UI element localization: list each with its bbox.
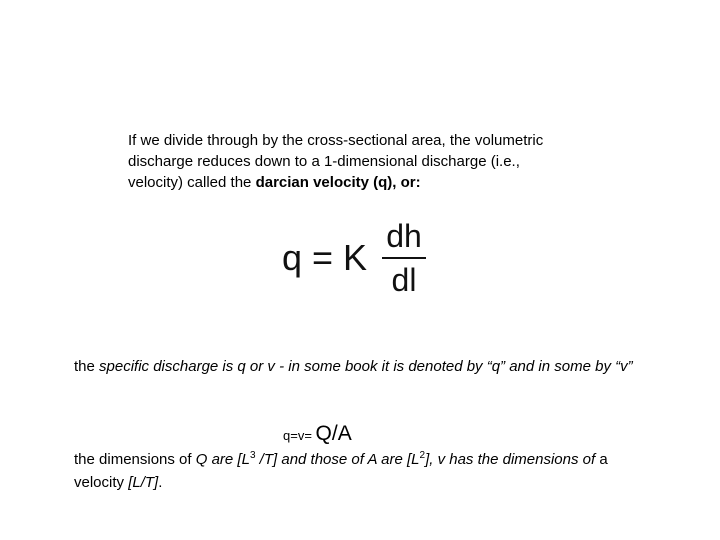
equation-numerator: dh — [386, 218, 422, 254]
darcy-equation — [282, 218, 432, 300]
fraction-bar — [382, 257, 426, 259]
equation-denominator: dl — [391, 262, 417, 298]
intro-text: If we divide through by the cross-sectional area, the volumetric discharge reduces down to a 1-dimensional discharge (i.e., velocity) called the — [128, 132, 544, 191]
discharge-formula — [283, 422, 352, 446]
dims-sup-1: 3 — [249, 450, 256, 461]
dims-text-2: a velocity — [74, 451, 608, 491]
specific-text-italic: specific discharge is q or v - in some book it is denoted by “q” and in some by “v” — [99, 358, 633, 375]
dims-sup-2: 2 — [419, 450, 426, 461]
equation-lhs: q = K — [282, 237, 368, 278]
dims-italic-1: Q are [L — [195, 451, 250, 468]
equation-fraction — [382, 218, 426, 298]
dims-italic-3: ], v has the dimensions of — [425, 451, 596, 468]
dims-text-1: the dimensions of — [74, 451, 196, 468]
dimensions-paragraph — [74, 448, 654, 494]
formula-prefix: q=v= — [283, 428, 316, 443]
dims-italic-2: /T] and those of A are [L — [255, 451, 420, 468]
specific-text-plain: the — [74, 358, 100, 375]
specific-discharge-paragraph — [74, 356, 654, 378]
dims-italic-4: [L/T] — [128, 474, 159, 491]
intro-paragraph — [128, 130, 568, 193]
dims-text-3: . — [158, 474, 163, 491]
darcian-velocity-term: darcian velocity (q), or: — [255, 174, 421, 191]
formula-main: Q/A — [315, 422, 352, 445]
